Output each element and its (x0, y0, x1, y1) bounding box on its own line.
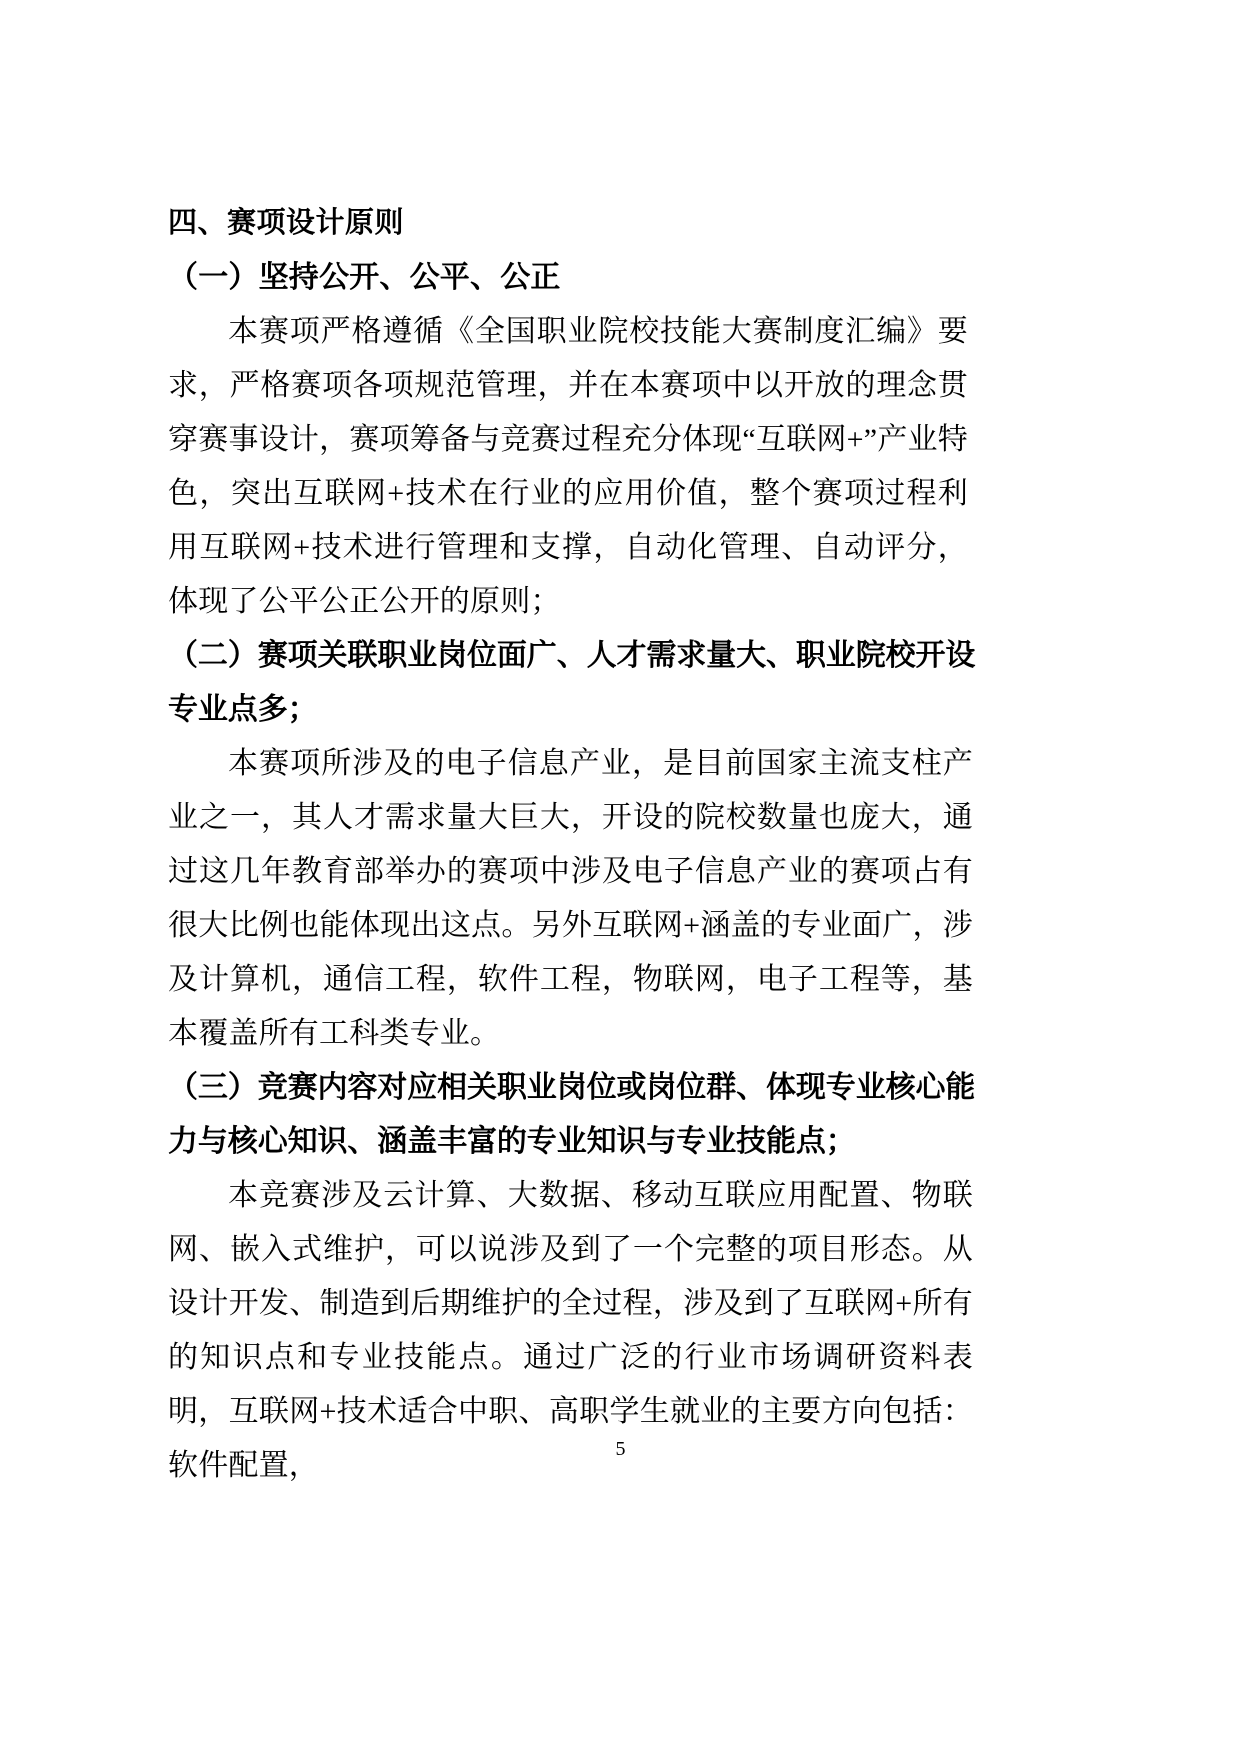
paragraph-three: 本竞赛涉及云计算、大数据、移动互联应用配置、物联网、嵌入式维护，可以说涉及到了一个完整的项目形态。从设计开发、制造到后期维护的全过程，涉及到了互联网+所有的知识点和专业技能点。通过广泛的行业市场调研资料表明，互联网+技术适合中职、高职学生就业的主要方向包括：软件配置， (168, 1179, 973, 1482)
page-number: 5 (615, 1438, 626, 1460)
heading-subsection-two: （二）赛项关联职业岗位面广、人才需求量大、职业院校开设专业点多； (168, 638, 976, 727)
heading-subsection-one: （一）坚持公开、公平、公正 (168, 260, 561, 295)
heading-subsection-three: （三）竞赛内容对应相关职业岗位或岗位群、体现专业核心能力与核心知识、涵盖丰富的专业知识与专业技能点； (168, 1070, 976, 1159)
paragraph-one: 本赛项严格遵循《全国职业院校技能大赛制度汇编》要求，严格赛项各项规范管理，并在本赛项中以开放的理念贯穿赛事设计，赛项筹备与竞赛过程充分体现“互联网+”产业特色，突出互联网+技术在行业的应用价值，整个赛项过程利用互联网+技术进行管理和支撑，自动化管理、自动评分，体现了公平公正公开的原则； (168, 315, 968, 618)
document-body (168, 196, 976, 1493)
heading-section-four: 四、赛项设计原则 (168, 205, 405, 239)
paragraph-two: 本赛项所涉及的电子信息产业，是目前国家主流支柱产业之一，其人才需求量大巨大，开设的院校数量也庞大，通过这几年教育部举办的赛项中涉及电子信息产业的赛项占有很大比例也能体现出这点。另外互联网+涵盖的专业面广，涉及计算机，通信工程，软件工程，物联网，电子工程等，基本覆盖所有工科类专业。 (168, 747, 973, 1050)
